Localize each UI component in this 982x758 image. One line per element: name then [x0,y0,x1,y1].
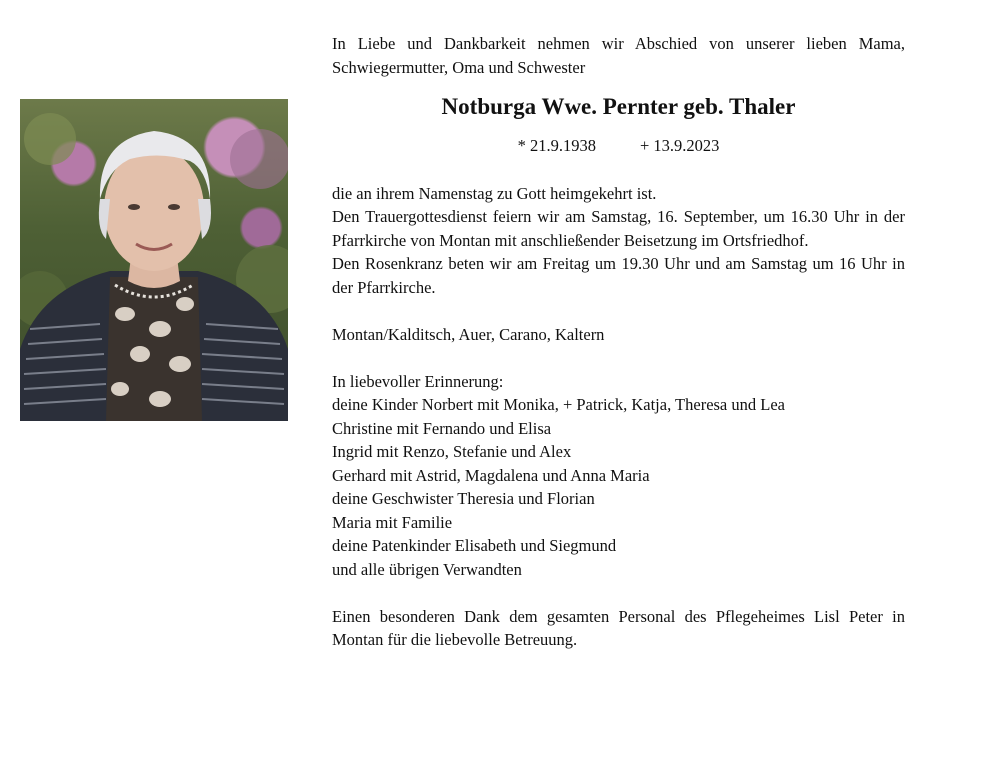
death-date: + 13.9.2023 [639,136,720,155]
life-dates [332,134,905,158]
mourner-line: Ingrid mit Renzo, Stefanie und Alex [332,442,572,461]
birth-date: * 21.9.1938 [517,136,596,155]
thanks-text: Einen besonderen Dank dem gesamten Personal des Pflegeheimes Lisl Peter in Montan für die liebevolle Betreuung. [332,606,905,649]
mourner-line: In liebevoller Erinnerung: [332,371,504,391]
mourner-line: Gerhard mit Astrid, Magdalena und Anna Maria [332,465,650,485]
rosary-text: Den Rosenkranz beten wir am Freitag um 19.30 Uhr und am Samstag um 16 Uhr in der Pfarrkirche. [332,254,905,297]
deceased-name: Notburga Wwe. Pernter geb. Thaler [441,94,796,119]
mourner-line: deine Geschwister Theresia und Florian [332,489,595,508]
portrait-photo [20,99,288,421]
mourner-line: Christine mit Fernando und Elisa [332,418,552,438]
mourner-line: und alle übrigen Verwandten [332,559,522,579]
obituary-text [332,32,905,652]
service-text: Den Trauergottesdienst feiern wir am Samstag, 16. September, um 16.30 Uhr in der Pfarrkirche von Montan mit anschließender Beisetzung im Ortsfriedhof. [332,207,905,250]
mourner-line: deine Patenkinder Elisabeth und Siegmund [332,536,617,555]
places-text: Montan/Kalditsch, Auer, Carano, Kaltern [332,324,605,344]
body-line: die an ihrem Namenstag zu Gott heimgekehrt ist. [332,183,657,203]
mourner-line: deine Kinder Norbert mit Monika, + Patrick, Katja, Theresa und Lea [332,395,785,414]
intro-text: In Liebe und Dankbarkeit nehmen wir Abschied von unserer lieben Mama, Schwiegermutter, Oma und Schwester [332,34,905,77]
mourner-line: Maria mit Familie [332,512,453,532]
